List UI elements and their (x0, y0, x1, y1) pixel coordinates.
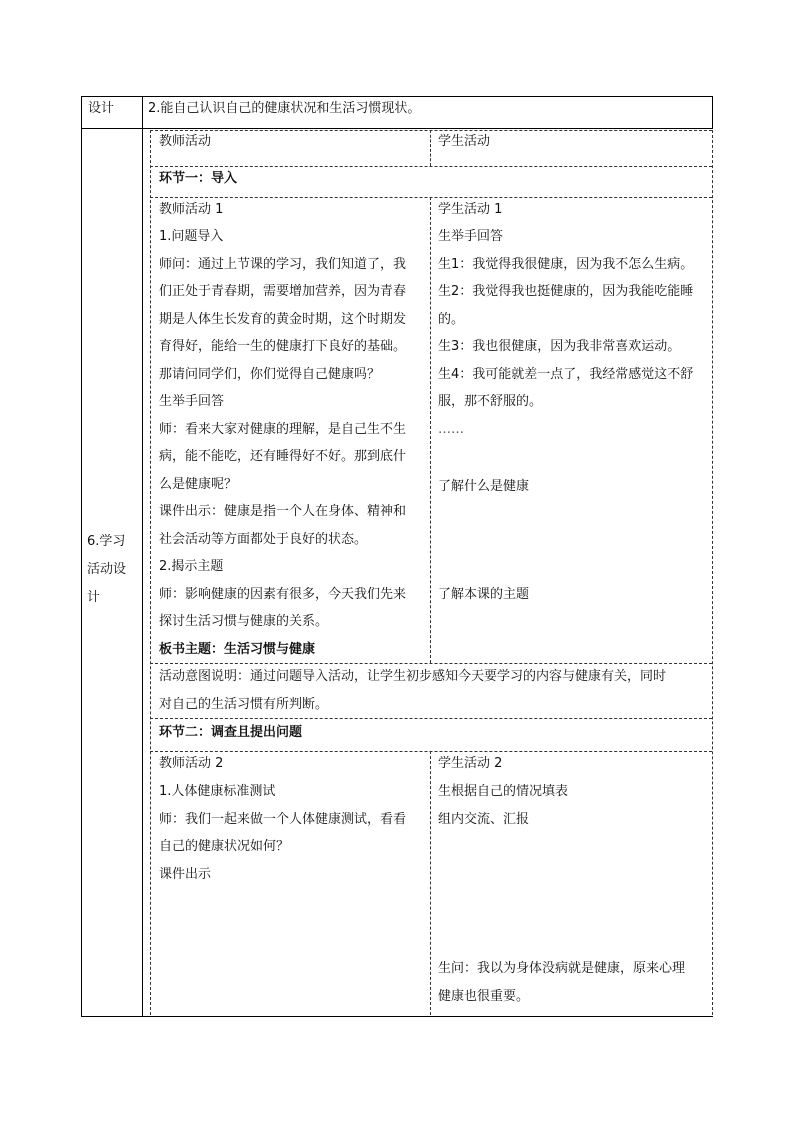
teacher1-line: 病，能不能吃，还有睡得好不好。那到底什 (159, 449, 407, 464)
teacher1-line: 1.问题导入 (159, 229, 224, 244)
student1-line: 生3：我也很健康，因为我非常喜欢运动。 (438, 339, 681, 354)
student2-question-line: 生问：我以为身体没病就是健康，原来心理 (438, 961, 686, 976)
outer-right-border (712, 96, 713, 129)
student1-line: …… (438, 421, 464, 437)
teacher2-line: 课件出示 (159, 866, 212, 882)
column-divider-1 (430, 130, 431, 166)
teacher1-line: 育得好，能给一生的健康打下良好的基础。 (159, 339, 407, 354)
student2-question (438, 955, 685, 1010)
teacher1-line: 2.揭示主题 (159, 559, 224, 574)
teacher2-line: 自己的健康状况如何？ (159, 839, 290, 854)
student1-line: 服，那不舒服的。 (438, 394, 543, 409)
teacher1-line: 么是健康呢？ (159, 476, 238, 492)
student1-title: 学生活动 1 (438, 202, 503, 217)
intent1-line: 对自己的生活习惯有所判断。 (159, 696, 329, 712)
sep-after-headers (150, 166, 712, 167)
activity-label-line: 活动设 (87, 562, 127, 577)
teacher1-line: 课件出示：健康是指一个人在身体、精神和 (159, 504, 407, 519)
section2-title: 环节二：调查且提出问题 (159, 725, 303, 740)
student1-line: 生举手回答 (438, 229, 504, 244)
intent1-content (159, 663, 666, 718)
activity-label-line: 6.学习 (87, 534, 126, 549)
teacher-activity-header: 教师活动 (159, 134, 212, 149)
student1-line: 生2：我觉得我也挺健康的，因为我能吃能睡 (438, 284, 694, 299)
inner-left-dashed (150, 130, 151, 1015)
teacher1-line: 们正处于青春期，需要增加营养，因为青春 (159, 284, 407, 299)
inner-right-dashed (712, 130, 713, 1015)
column-divider-3 (430, 751, 431, 1015)
row-divider (81, 128, 713, 129)
teacher2-content (159, 778, 406, 888)
teacher1-title: 教师活动 1 (159, 202, 224, 217)
teacher1-line: 探讨生活习惯与健康的关系。 (159, 614, 329, 629)
activity-row-label (87, 528, 126, 612)
student1-line: 的。 (438, 311, 465, 327)
teacher1-line: 师：看来大家对健康的理解，是自己生不生 (159, 421, 407, 437)
student2-title: 学生活动 2 (438, 756, 503, 771)
teacher1-line: 师问：通过上节课的学习，我们知道了，我 (159, 256, 407, 272)
sep-after-section1 (150, 197, 712, 198)
design-label: 设计 (88, 101, 115, 116)
board-topic-line: 板书主题：生活习惯与健康 (159, 641, 316, 657)
section1-title: 环节一：导入 (159, 171, 238, 186)
understand-health-text: 了解什么是健康 (438, 479, 530, 494)
student2-line: 组内交流、汇报 (438, 811, 530, 827)
student1-line: 生4：我可能就差一点了，我经常感觉这不舒 (438, 366, 694, 382)
activity-label-line: 计 (87, 590, 101, 605)
outer-left-border (81, 96, 82, 1017)
outer-bottom-border (81, 1016, 713, 1017)
teacher2-title: 教师活动 2 (159, 756, 224, 771)
teacher2-line: 师：我们一起来做一个人体健康测试，看看 (159, 811, 407, 827)
student-activity-header: 学生活动 (438, 134, 491, 149)
teacher1-line: 生举手回答 (159, 394, 225, 409)
student2-content (438, 778, 568, 833)
student1-content (438, 223, 693, 443)
sep-after-section2 (150, 751, 712, 752)
outer-top-border (81, 96, 713, 97)
teacher1-line: 师：影响健康的因素有很多，今天我们先来 (159, 586, 407, 602)
label-column-divider (142, 96, 143, 1017)
sep-after-intent1 (150, 718, 712, 719)
inner-top-dashed (150, 130, 712, 131)
design-content: 2.能自己认识自己的健康状况和生活习惯现状。 (148, 101, 421, 116)
teacher1-line: 社会活动等方面都处于良好的状态。 (159, 531, 368, 547)
teacher1-line: 那请问同学们，你们觉得自己健康吗？ (159, 366, 381, 382)
student2-question-line: 健康也很重要。 (438, 988, 530, 1004)
student1-line: 生1：我觉得我很健康，因为我不怎么生病。 (438, 256, 694, 272)
understand-topic-text: 了解本课的主题 (438, 587, 530, 602)
teacher2-line: 1.人体健康标准测试 (159, 784, 276, 799)
column-divider-2 (430, 197, 431, 663)
student2-line: 生根据自己的情况填表 (438, 784, 569, 799)
teacher1-line: 期是人体生长发育的黄金时期，这个时期发 (159, 311, 407, 327)
teacher1-content (159, 223, 406, 663)
intent1-line: 活动意图说明：通过问题导入活动，让学生初步感知今天要学习的内容与健康有关，同时 (159, 669, 667, 684)
